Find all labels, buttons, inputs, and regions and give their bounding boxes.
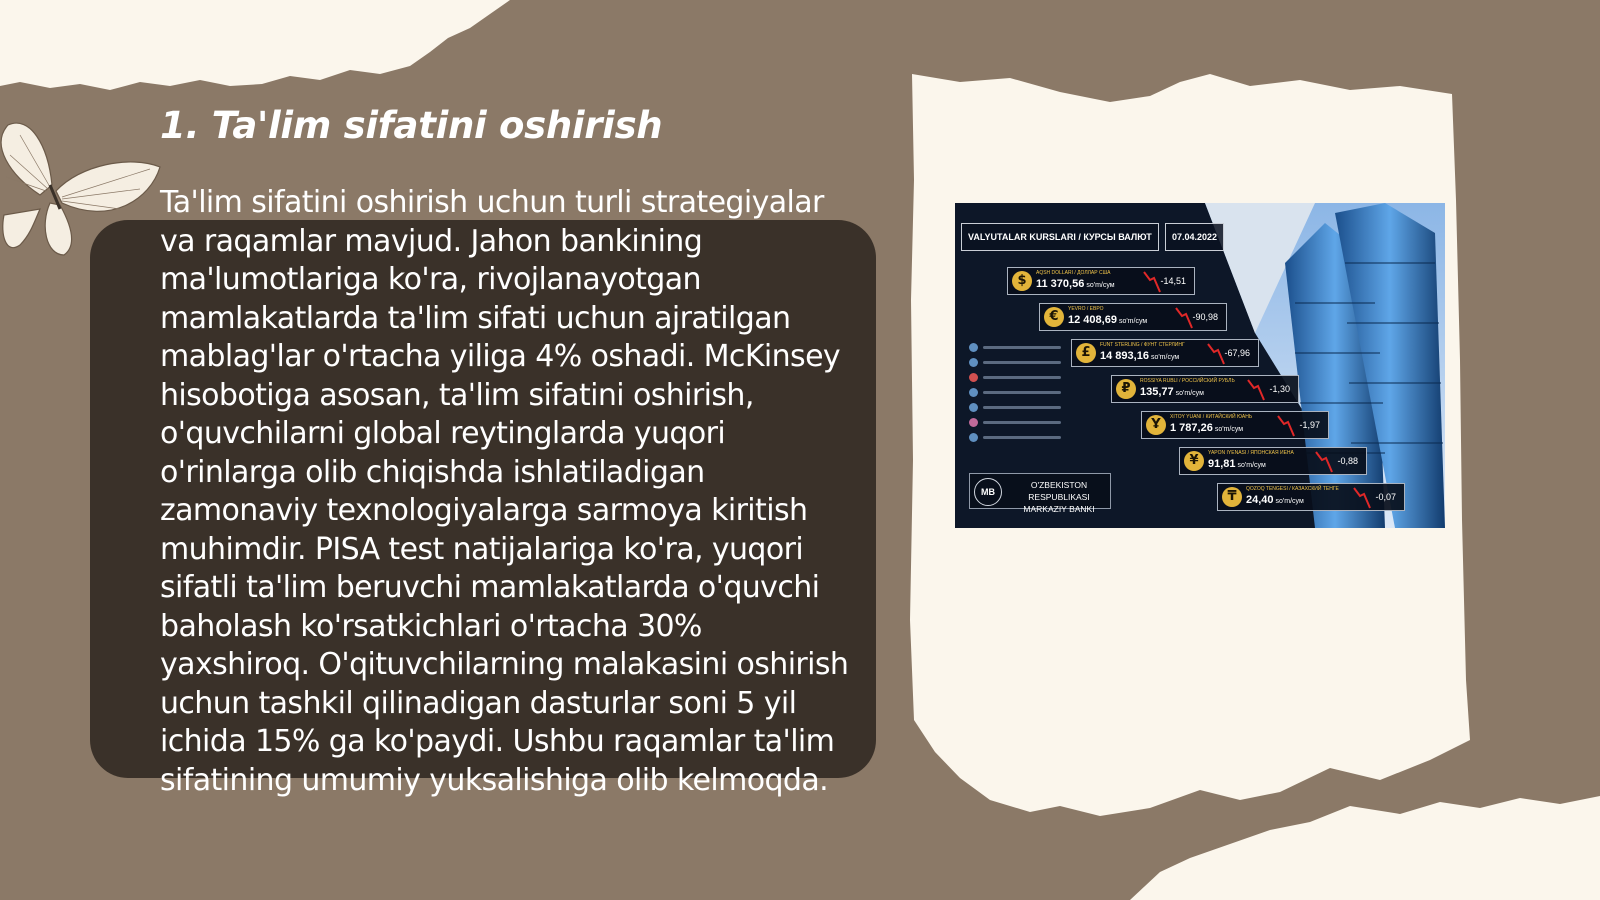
torn-paper-bottom-right xyxy=(1130,796,1600,900)
list-item xyxy=(969,415,1061,430)
infographic-date: 07.04.2022 xyxy=(1165,223,1224,251)
yen-icon: ¥ xyxy=(1184,451,1204,471)
list-item xyxy=(969,355,1061,370)
slide-body-text: Ta'lim sifatini oshirish uchun turli strategiyalar va raqamlar mavjud. Jahon bankining ma'lumotlariga ko'ra, rivojlanayotgan mamlakatlarda ta'lim sifati uchun ajratilgan mablag'lar o'rtacha yiliga 4% oshadi. McKinsey hisobotiga asosan, ta'lim sifatini oshirish, o'quvchilarni global reytinglarda yuqori o'rinlarga olib chiqishda ishlatiladigan zamonaviy texnologiyalarga sarmoya kiritish muhimdir. PISA test natijalariga ko'ra, yuqori sifatli ta'lim beruvchi mamlakatlarda o'quvchi baholash ko'rsatkichlari o'rtacha 30% yaxshiroq. O'qituvchilarning malakasini oshirish uchun tashkil qilinadigan dasturlar soni 5 yil ichida 15% ga ko'paydi. Ushbu raqamlar ta'lim sifatining umumiy yuksalishiga olib kelmoqda. xyxy=(160,185,849,798)
rate-row-usd: $ AQSH DOLLARI / ДОЛЛАР США 11 370,56 so'm/сум -14,51 xyxy=(1007,267,1195,295)
list-item xyxy=(969,340,1061,355)
rate-row-cny: Ұ XITOY YUANI / КИТАЙСКИЙ ЮАНЬ 1 787,26 so'm/сум -1,97 xyxy=(1141,411,1329,439)
yuan-icon: Ұ xyxy=(1146,415,1166,435)
infographic-header: VALYUTALAR KURSLARI / КУРСЫ ВАЛЮТ xyxy=(961,223,1159,251)
pound-icon: £ xyxy=(1076,343,1096,363)
central-bank-logo-icon: MB xyxy=(974,478,1002,506)
social-links-list xyxy=(969,340,1061,445)
bank-name-line2: MARKAZIY BANKI xyxy=(1023,504,1095,514)
list-item xyxy=(969,430,1061,445)
tenge-icon: ₸ xyxy=(1222,487,1242,507)
dollar-icon: $ xyxy=(1012,271,1032,291)
rate-row-rub: ₽ ROSSIYA RUBLI / РОССИЙСКИЙ РУБЛЬ 135,77 so'm/сум -1,30 xyxy=(1111,375,1299,403)
down-trend-icon xyxy=(1276,412,1298,440)
list-item xyxy=(969,370,1061,385)
down-trend-icon xyxy=(1314,448,1336,476)
rate-row-jpy: ¥ YAPON IYENASI / ЯПОНСКАЯ ИЕНА 91,81 so'm/сум -0,88 xyxy=(1179,447,1367,475)
rate-row-gbp: £ FUNT STERLING / ФУНТ СТЕРЛИНГ 14 893,16 so'm/сум -67,96 xyxy=(1071,339,1259,367)
rate-row-kzt: ₸ QOZOQ TENGESI / КАЗАХСКИЙ ТЕНГЕ 24,40 so'm/сум -0,07 xyxy=(1217,483,1405,511)
down-trend-icon xyxy=(1352,484,1374,512)
bank-name-line1: O'ZBEKISTON RESPUBLIKASI xyxy=(1028,480,1090,502)
list-item xyxy=(969,400,1061,415)
down-trend-icon xyxy=(1246,376,1268,404)
currency-rates-infographic xyxy=(955,203,1445,528)
rate-row-eur: € YEVRO / ЕВРО 12 408,69 so'm/сум -90,98 xyxy=(1039,303,1227,331)
ruble-icon: ₽ xyxy=(1116,379,1136,399)
central-bank-badge xyxy=(969,473,1111,514)
euro-icon: € xyxy=(1044,307,1064,327)
slide-title: 1. Ta'lim sifatini oshirish xyxy=(160,104,663,147)
torn-paper-top-left xyxy=(0,0,510,90)
list-item xyxy=(969,385,1061,400)
